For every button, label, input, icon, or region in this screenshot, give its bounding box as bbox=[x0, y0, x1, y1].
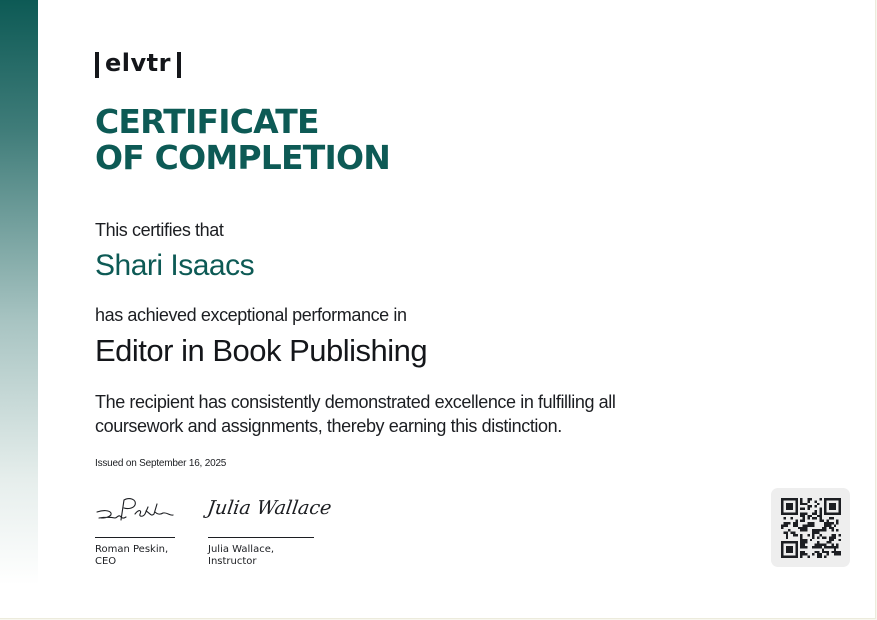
signature-julia-wallace bbox=[205, 490, 334, 530]
elvtr-logo bbox=[95, 50, 181, 80]
logo-bar-left bbox=[95, 52, 99, 78]
decorative-gradient-strip bbox=[0, 0, 38, 585]
qr-code-container[interactable] bbox=[771, 488, 850, 567]
signature-line bbox=[95, 537, 175, 538]
signer-role: CEO bbox=[95, 556, 117, 567]
signer-name: Julia Wallace, bbox=[208, 544, 275, 555]
qr-code-icon[interactable] bbox=[781, 498, 841, 558]
signature-block-ceo bbox=[95, 490, 175, 568]
certificate-description: The recipient has consistently demonstrated excellence in fulfilling all coursework and assignments, thereby earning this distinction. bbox=[95, 392, 616, 436]
certificate-title bbox=[95, 104, 390, 176]
signer-role: Instructor bbox=[208, 556, 257, 567]
signature-roman-peskin bbox=[95, 490, 175, 530]
signature-line bbox=[208, 537, 314, 538]
title-line-1: CERTIFICATE bbox=[95, 102, 319, 141]
svg-text:Julia Wallace: Julia Wallace bbox=[205, 496, 334, 519]
title-line-2: OF COMPLETION bbox=[95, 138, 391, 177]
certificate-content bbox=[95, 0, 875, 618]
issue-date: Issued on September 16, 2025 bbox=[95, 458, 227, 469]
signature-block-instructor bbox=[205, 490, 334, 568]
recipient-name: Shari Isaacs bbox=[95, 249, 255, 282]
certifies-text: This certifies that bbox=[95, 220, 224, 240]
achievement-text: has achieved exceptional performance in bbox=[95, 305, 407, 325]
logo-bar-right bbox=[177, 52, 181, 78]
course-name: Editor in Book Publishing bbox=[95, 333, 428, 368]
signer-name: Roman Peskin, bbox=[95, 544, 169, 555]
logo-text: elvtr bbox=[105, 49, 171, 77]
